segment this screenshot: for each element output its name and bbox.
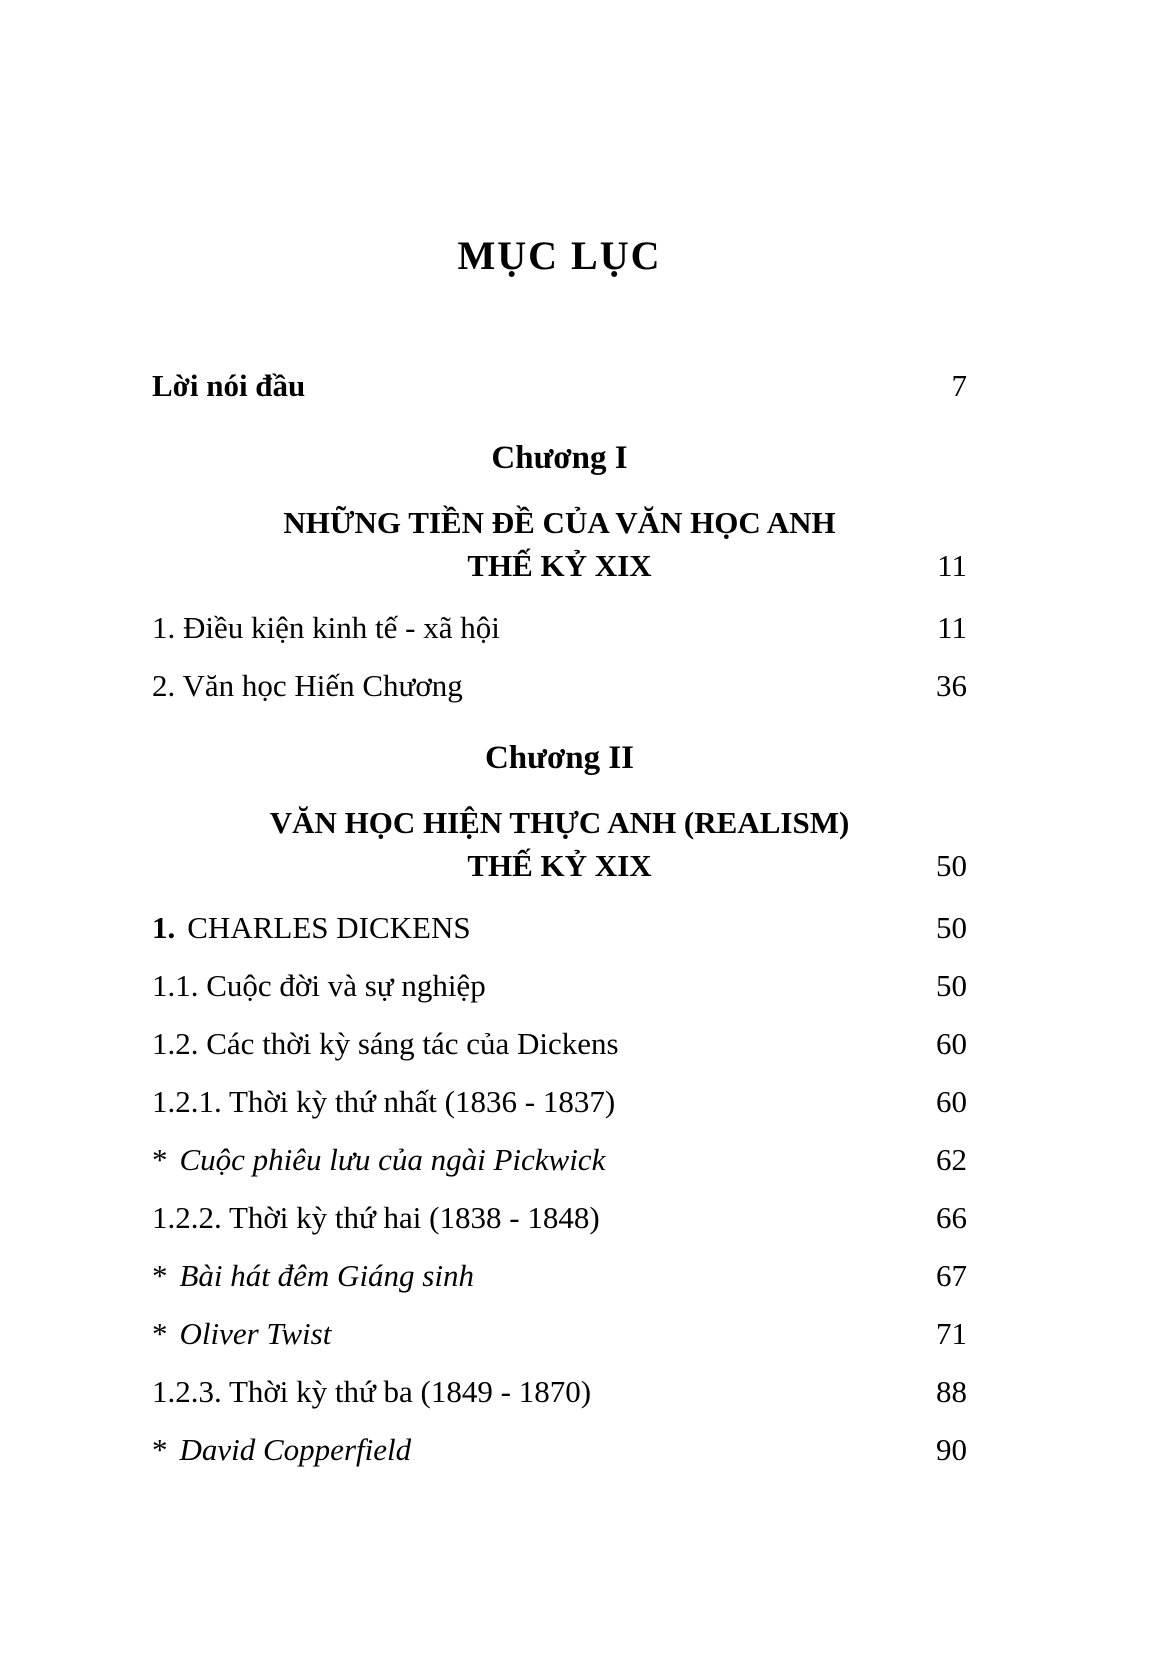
toc-page-number: 90 [936, 1432, 967, 1467]
toc-entry-label: 1.2. Các thời kỳ sáng tác của Dickens [152, 1026, 619, 1061]
toc-entry-work [152, 1257, 967, 1295]
chapter-heading-2 [152, 737, 967, 779]
work-title: Oliver Twist [179, 1316, 332, 1351]
toc-entry-work [152, 1315, 967, 1353]
section-heading-1 [152, 501, 967, 587]
toc-entry-label: Lời nói đầu [152, 368, 306, 403]
toc-page-number: 50 [936, 910, 967, 945]
toc-entry-label: 1. Điều kiện kinh tế - xã hội [152, 610, 500, 645]
section-heading-line1: NHỮNG TIỀN ĐỀ CỦA VĂN HỌC ANH [283, 505, 836, 540]
section-heading-lines [152, 501, 967, 587]
toc-entry-preface [152, 367, 967, 405]
toc-entry [152, 1373, 967, 1411]
toc-page-number: 88 [936, 1374, 967, 1409]
toc-entry-label [152, 1315, 331, 1353]
section-heading-line1: VĂN HỌC HIỆN THỰC ANH (REALISM) [269, 805, 850, 840]
toc-entry [152, 909, 967, 947]
asterisk-marker: * [152, 1142, 168, 1177]
section-heading-line2: THẾ KỶ XIX [467, 548, 652, 583]
toc-page-number: 7 [951, 368, 967, 403]
toc-page-number: 67 [936, 1258, 967, 1293]
toc-entry-label: 1.2.3. Thời kỳ thứ ba (1849 - 1870) [152, 1374, 592, 1409]
page-title: MỤC LỤC [457, 233, 662, 278]
toc-page-number: 50 [936, 848, 967, 883]
toc-entry [152, 667, 967, 705]
toc-entry-text: CHARLES DICKENS [187, 910, 471, 945]
toc-entry-label [152, 1257, 474, 1295]
toc-entry-label: 2. Văn học Hiến Chương [152, 668, 463, 703]
toc-entry-label: 1.1. Cuộc đời và sự nghiệp [152, 968, 486, 1003]
table-of-contents [152, 367, 967, 1469]
work-title: David Copperfield [179, 1432, 412, 1467]
toc-page-number: 36 [936, 668, 967, 703]
toc-entry [152, 1025, 967, 1063]
asterisk-marker: * [152, 1258, 168, 1293]
toc-entry-work [152, 1431, 967, 1469]
toc-page-number: 11 [937, 610, 967, 645]
toc-page-number: 11 [937, 548, 967, 583]
toc-page-number: 62 [936, 1142, 967, 1177]
toc-page-number: 71 [936, 1316, 967, 1351]
section-heading-2 [152, 801, 967, 887]
toc-entry-label [152, 1431, 411, 1469]
work-title: Cuộc phiêu lưu của ngài Pickwick [179, 1142, 606, 1177]
toc-entry-work [152, 1141, 967, 1179]
asterisk-marker: * [152, 1316, 168, 1351]
toc-page-number: 66 [936, 1200, 967, 1235]
toc-page-number: 60 [936, 1026, 967, 1061]
chapter-heading-label: Chương II [484, 740, 635, 776]
work-title: Bài hát đêm Giáng sinh [179, 1258, 474, 1293]
chapter-heading-label: Chương I [491, 440, 628, 476]
section-heading-line2: THẾ KỶ XIX [467, 848, 652, 883]
toc-page-number: 60 [936, 1084, 967, 1119]
toc-entry-label: 1.2.2. Thời kỳ thứ hai (1838 - 1848) [152, 1200, 600, 1235]
toc-entry [152, 1199, 967, 1237]
toc-entry [152, 609, 967, 647]
asterisk-marker: * [152, 1432, 168, 1467]
section-heading-lines [152, 801, 967, 887]
toc-entry-label: 1.2.1. Thời kỳ thứ nhất (1836 - 1837) [152, 1084, 616, 1119]
toc-page-number: 50 [936, 968, 967, 1003]
chapter-heading-1 [152, 437, 967, 479]
toc-entry-label [152, 1141, 605, 1179]
toc-entry [152, 1083, 967, 1121]
toc-entry [152, 967, 967, 1005]
toc-entry-label [152, 909, 471, 947]
toc-entry-number: 1. [152, 910, 176, 945]
